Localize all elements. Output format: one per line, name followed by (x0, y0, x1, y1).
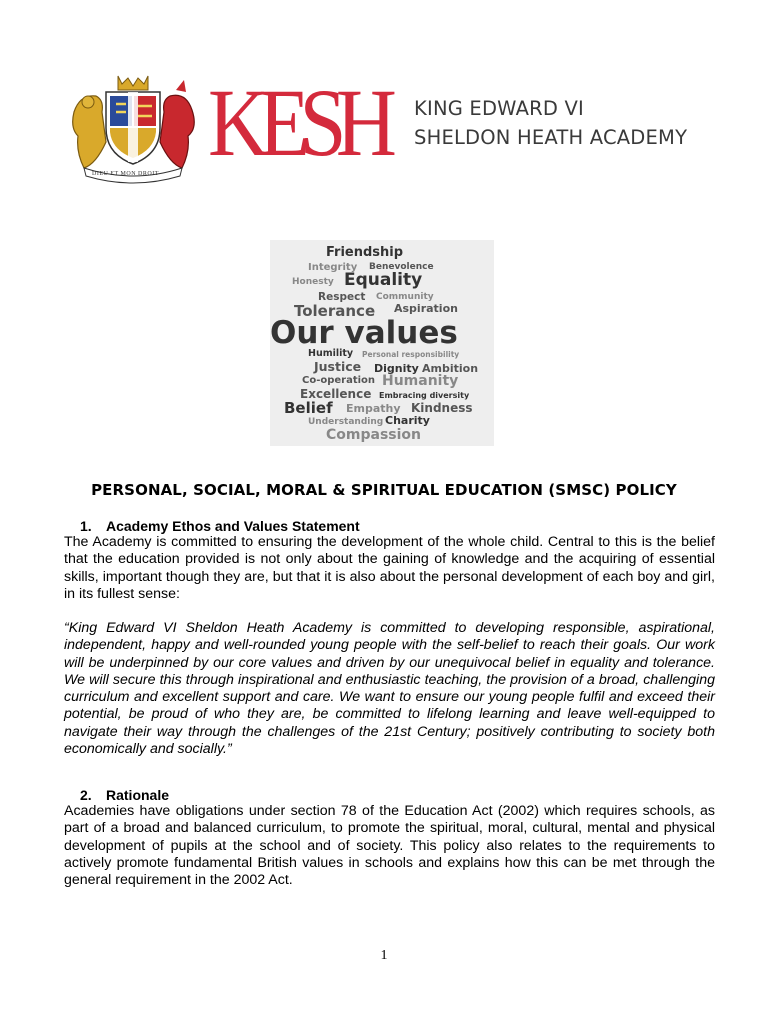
value-word: Ambition (422, 362, 479, 375)
value-word: Understanding (308, 417, 384, 427)
value-word: Dignity (374, 362, 419, 375)
section-title: Rationale (106, 787, 170, 803)
values-word-cloud (270, 240, 494, 446)
ethos-quote: “King Edward VI Sheldon Heath Academy is committed to developing responsible, aspirational, independent, happy and well-rounded young people with the self-belief to reach their goals. Our work will be underpinned by our core values and driven by our unequivocal belief in equality and tolerance. We will secure this through inspirational and enthusiastic teaching, the provision of a broad, challenging curriculum and excellent support and care. We want to ensure our young people fulfil and exceed their potential, be proud of who they are, be committed to lifelong learning and leave well-equipped to navigate their way through the challenges of the 21st Century; positively contributing to society both economically and socially.” (64, 620, 715, 758)
section-heading (80, 787, 169, 803)
crest-motto: DIEU ET MON DROIT (92, 171, 159, 177)
value-word: Benevolence (369, 262, 434, 272)
value-word: Empathy (346, 402, 401, 415)
kesh-logo (208, 66, 404, 184)
value-word: Compassion (326, 427, 421, 443)
school-name-line-1: KING EDWARD VI (414, 97, 584, 120)
section-heading (80, 518, 360, 534)
value-word: Humility (308, 348, 354, 359)
value-word: Integrity (308, 262, 358, 273)
value-word: Friendship (326, 245, 404, 260)
value-word: Embracing diversity (379, 391, 470, 400)
value-word: Kindness (411, 401, 473, 415)
policy-title: PERSONAL, SOCIAL, MORAL & SPIRITUAL EDUCATION (SMSC) POLICY (91, 481, 677, 499)
page-number: 1 (380, 948, 388, 963)
section-number: 1. (80, 518, 92, 534)
value-word: Our values (270, 315, 458, 351)
page-header (0, 0, 768, 200)
value-word: Excellence (300, 387, 372, 401)
value-word: Community (376, 292, 434, 302)
value-word: Belief (284, 399, 333, 417)
value-word: Equality (344, 270, 423, 290)
section-number: 2. (80, 787, 92, 803)
value-word: Aspiration (394, 302, 458, 315)
value-word: Honesty (292, 277, 334, 287)
value-word: Respect (318, 291, 366, 303)
school-crest-icon (66, 72, 200, 184)
value-word: Tolerance (294, 302, 376, 320)
school-name-line-2: SHELDON HEATH ACADEMY (414, 126, 688, 149)
kesh-logo-text: KESH (208, 69, 387, 176)
value-word: Personal responsibility (362, 350, 460, 359)
section-paragraph: The Academy is committed to ensuring the development of the whole child. Central to this is the belief that the education provided is not only about the gaining of knowledge and the acquiring of essential skills, important though they are, but that it is also about the personal development of each boy and girl, in its fullest sense: (64, 534, 715, 602)
value-word: Justice (314, 359, 362, 374)
school-name (414, 94, 687, 152)
value-word: Co-operation (302, 375, 376, 386)
value-word: Humanity (382, 373, 459, 389)
section-title: Academy Ethos and Values Statement (106, 518, 360, 534)
value-word: Charity (385, 414, 430, 427)
section-paragraph: Academies have obligations under section 78 of the Education Act (2002) which requires schools, as part of a broad and balanced curriculum, to promote the spiritual, moral, cultural, mental and physical development of pupils at the school and of society. This policy also relates to the requirements to actively promote fundamental British values in schools and explains how this can be met through the general requirement in the 2002 Act. (64, 803, 715, 889)
